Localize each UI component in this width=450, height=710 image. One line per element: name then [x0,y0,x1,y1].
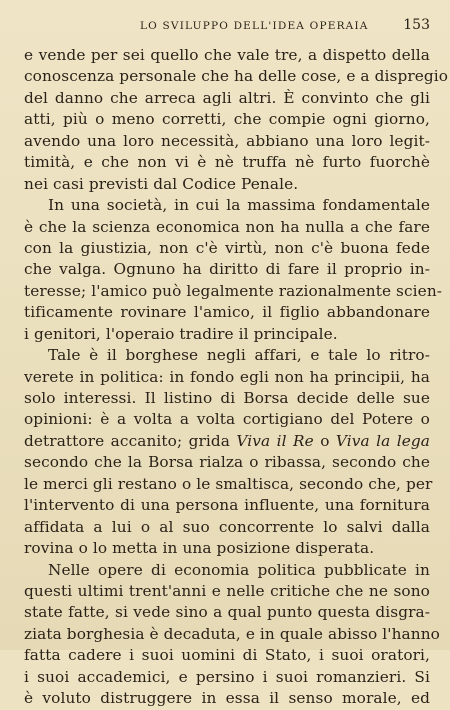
text-line: con la giustizia, non c'è virtù, non c'è buona fede [24,238,430,257]
text-line [24,431,430,452]
text-line: Tale è il borghese negli affari, e tale lo ritro- [48,346,430,365]
text-line: opinioni: è a volta a volta cortigiano del Potere o [24,410,430,429]
text-fragment: detrattore accanito; grida [24,431,237,450]
text-line: verete in politica: in fondo egli non ha principii, ha [24,367,430,386]
text-line: i suoi accademici, e persino i suoi romanzieri. Si [24,667,430,686]
text-fragment: o [313,431,336,450]
page-number: 153 [403,17,430,33]
text-line: rovina o lo metta in una posizione disperata. [24,539,375,558]
text-line: i genitori, l'operaio tradire il principale. [24,324,338,343]
text-line: atti, più o meno corretti, che compie ogni giorno, [24,110,430,129]
text-line: avendo una loro necessità, abbiano una loro legit- [24,131,430,150]
text-line: del danno che arreca agli altri. È convinto che gli [24,88,430,107]
text-line: secondo che la Borsa rialza o ribassa, secondo che [24,453,430,472]
text-line: che valga. Ognuno ha diritto di fare il proprio in- [24,260,430,279]
text-line: fatta cadere i suoi uomini di Stato, i suoi oratori, [24,646,430,665]
text-line: solo interessi. Il listino di Borsa decide delle sue [24,389,430,407]
italic-phrase: Viva la lega [335,431,431,450]
text-line: nei casi previsti dal Codice Penale. [24,174,299,193]
text-line: l'intervento di una persona influente, una fornitura [24,496,430,515]
body-text [24,45,449,710]
running-title: LO SVILUPPO DELL'IDEA OPERAIA [140,20,369,32]
text-line: In una società, in cui la massima fondamentale [48,196,430,215]
italic-phrase: Viva il Re [236,431,314,450]
text-line: tificamente rovinare l'amico, il figlio abbandonare [24,303,430,322]
text-line: le merci gli restano o le smaltisca, secondo che, per [24,474,433,493]
text-line: Nelle opere di economia politica pubblicate in [48,560,430,579]
text-line: affidata a lui o al suo concorrente lo salvi dalla [24,517,430,536]
text-line: è che la scienza economica non ha nulla a che fare [24,217,430,236]
text-line: questi ultimi trent'anni e nelle critiche che ne sono [24,581,430,600]
text-line: timità, e che non vi è nè truffa nè furto fuorchè [24,153,430,172]
text-line: state fatte, si vede sino a qual punto questa disgra- [24,603,430,622]
text-line: e vende per sei quello che vale tre, a dispetto della [24,46,430,64]
text-line: è voluto distruggere in essa il senso morale, ed [24,689,430,708]
text-line: conoscenza personale che ha delle cose, e a dispregio [24,67,449,86]
text-line: teresse; l'amico può legalmente razionalmente scien- [24,281,443,300]
text-line: ziata borghesia è decaduta, e in quale abisso l'hanno [24,624,440,643]
running-head [24,14,430,36]
